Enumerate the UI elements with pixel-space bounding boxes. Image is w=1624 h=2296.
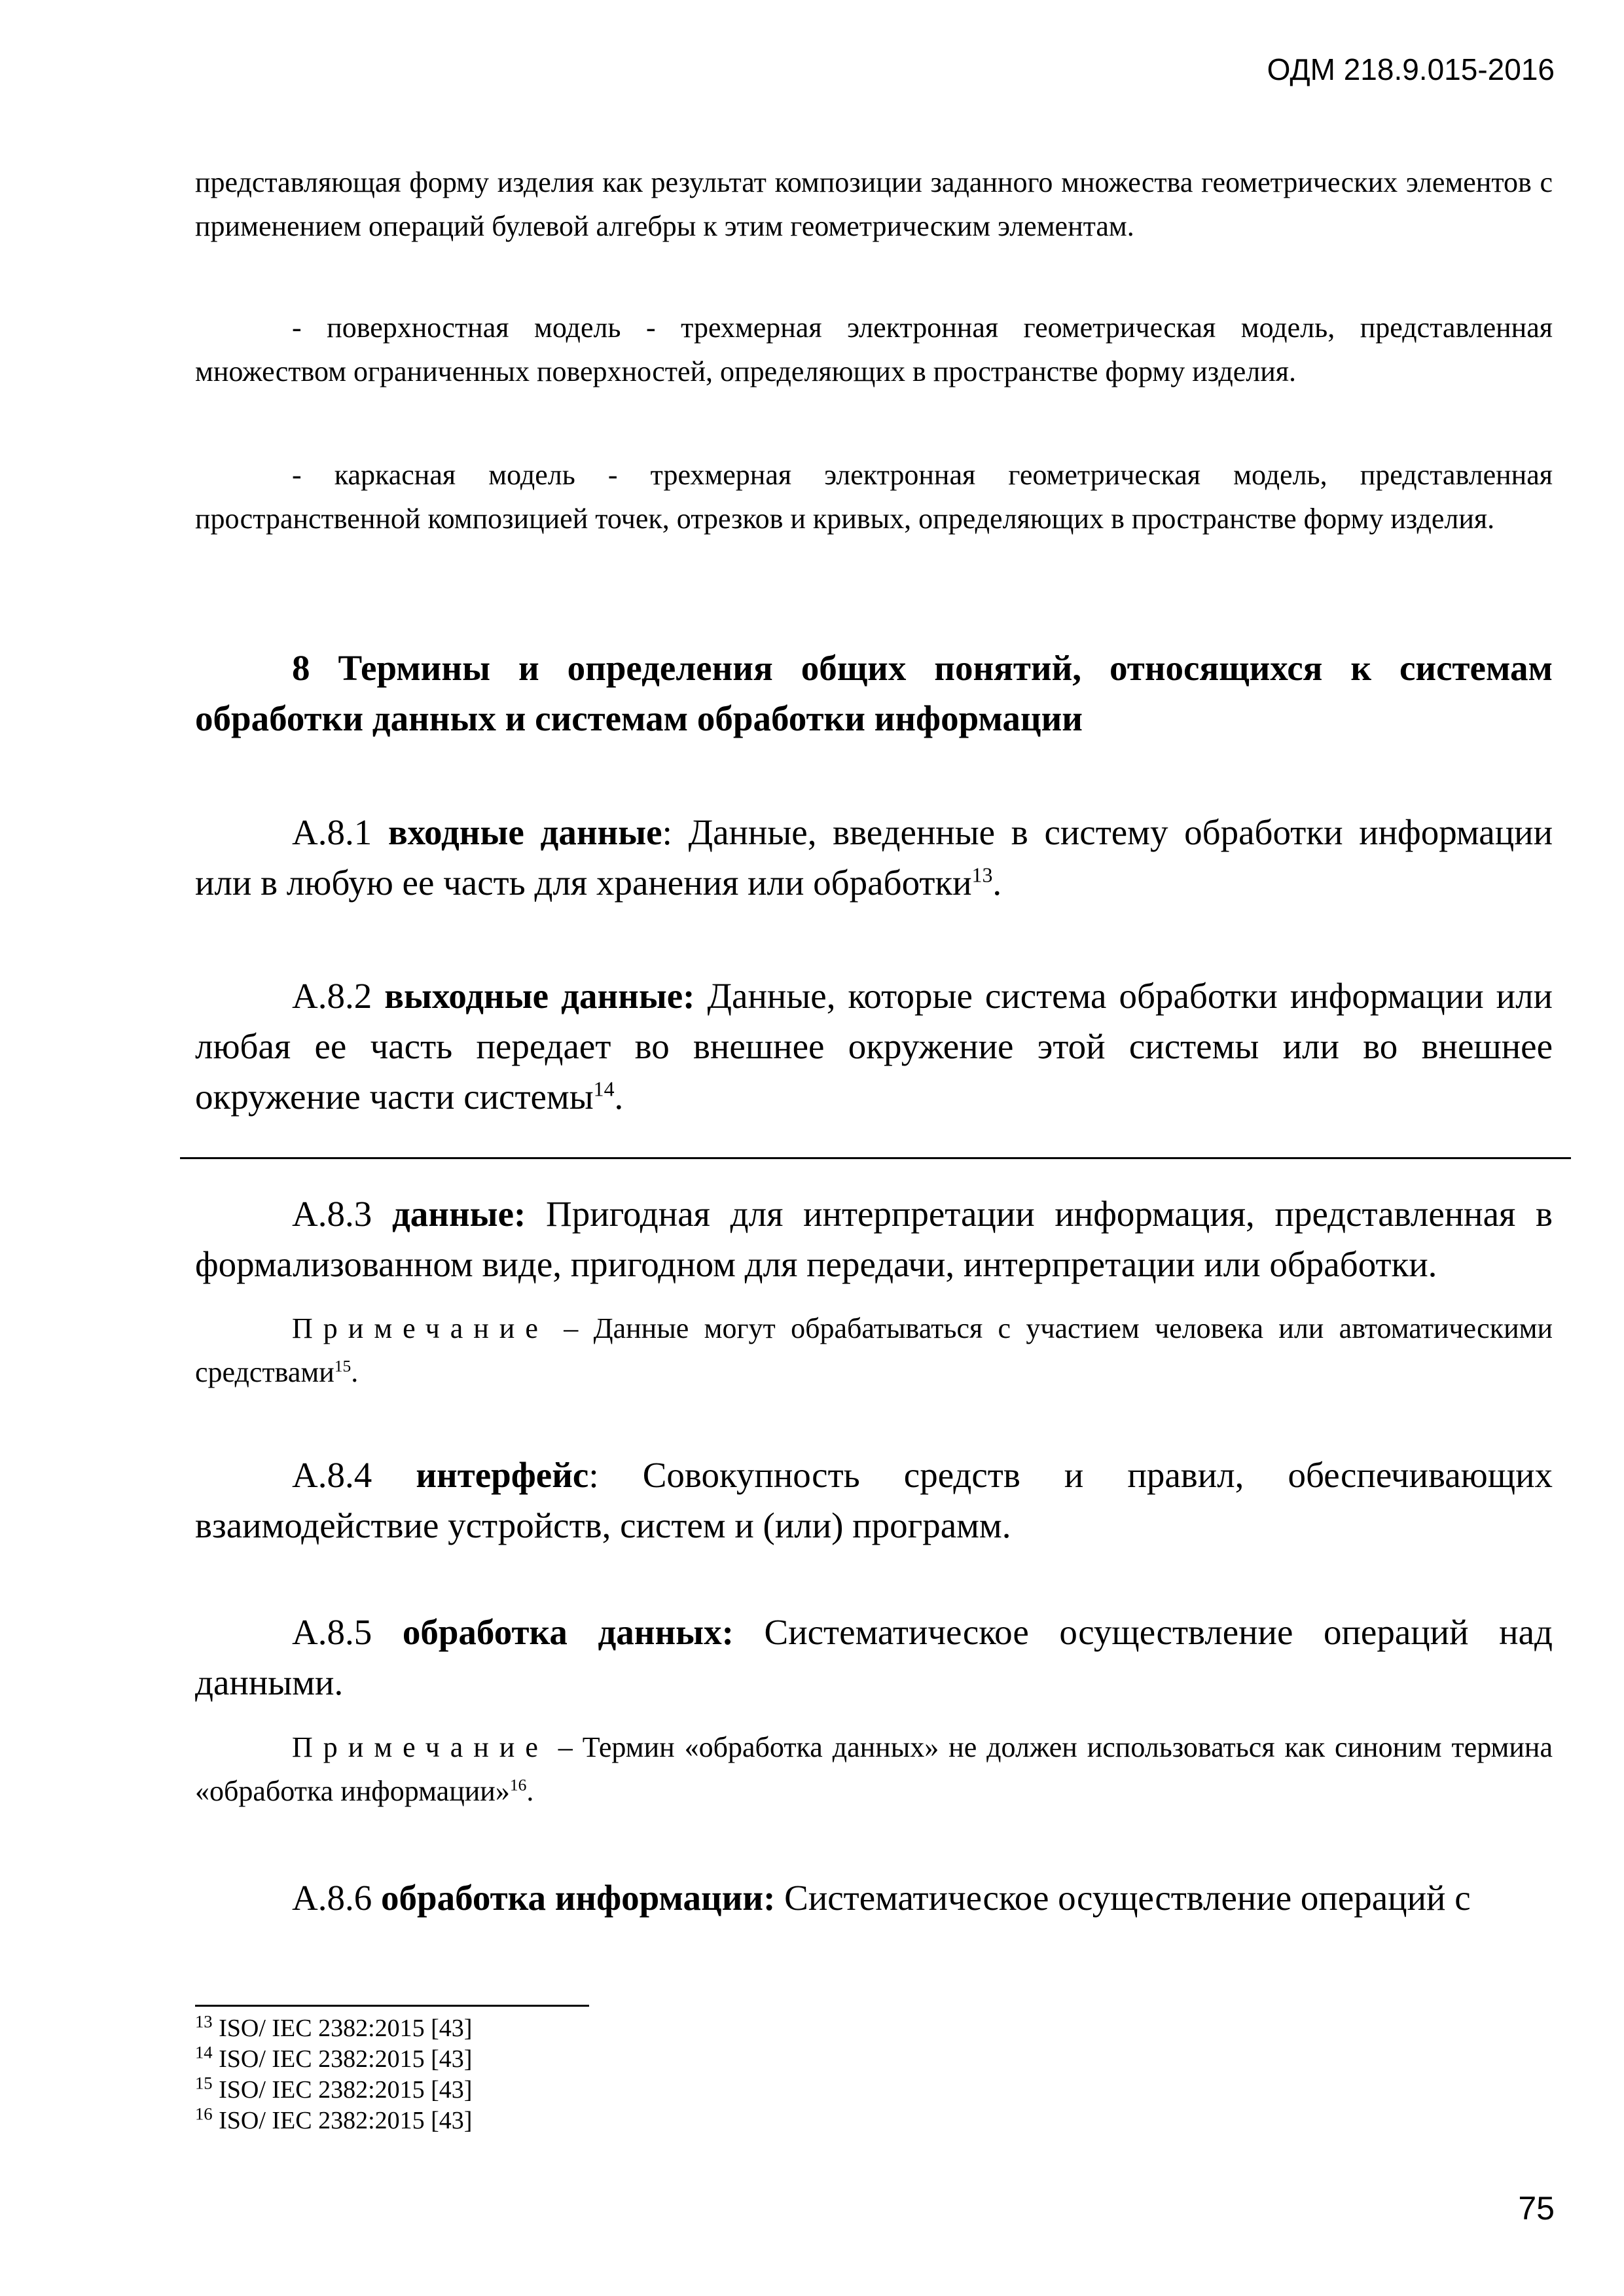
note-text: – Данные могут обрабатываться с участием человека или автоматическими средствами: [195, 1312, 1553, 1388]
term-number: А.8.3: [292, 1194, 372, 1234]
intro-fragment: представляющая форму изделия как результат композиции заданного множества геометрических элементов с применением операций булевой алгебры к этим геометрическим элементам.: [195, 166, 1553, 242]
term-number: А.8.6: [292, 1878, 372, 1918]
wireframe-model-definition: - каркасная модель - трехмерная электронная геометрическая модель, представленная пространственной композицией точек, отрезков и кривых, определяющих в пространстве форму изделия.: [195, 459, 1553, 535]
term-title: обработка данных:: [402, 1612, 734, 1652]
footnote-text: ISO/ IEC 2382:2015 [43]: [219, 2107, 473, 2134]
footnote-separator: [195, 2005, 589, 2007]
term-separator: :: [588, 1455, 599, 1495]
footnote-item: [195, 2013, 472, 2044]
term-title: входные данные: [388, 812, 662, 852]
term-separator: :: [662, 812, 672, 852]
term-definition: Систематическое осуществление операций с: [784, 1878, 1471, 1918]
surface-model-definition: - поверхностная модель - трехмерная электронная геометрическая модель, представленная множеством ограниченных поверхностей, определяющих в пространстве форму изделия.: [195, 312, 1553, 387]
footnote-ref: 16: [509, 1775, 527, 1795]
term-end: .: [992, 863, 1002, 903]
term-definition: Данные, введенные в систему обработки информации или в любую ее часть для хранения или обработки: [195, 812, 1553, 903]
term-end: .: [614, 1077, 624, 1117]
footnote-text: ISO/ IEC 2382:2015 [43]: [219, 2076, 473, 2104]
note-label: Примечание: [292, 1731, 549, 1763]
term-title: выходные данные:: [384, 976, 695, 1016]
note-a-8-3: [195, 1306, 1553, 1394]
term-title: интерфейс: [416, 1455, 589, 1495]
term-definition: Пригодная для интерпретации информация, представленная в формализованном виде, пригодном для передачи, интерпретации или обработки.: [195, 1194, 1553, 1284]
term-number: А.8.2: [292, 976, 372, 1016]
footnote-ref: 13: [971, 863, 993, 887]
footnote-text: ISO/ IEC 2382:2015 [43]: [219, 2045, 473, 2073]
term-a-8-2: [195, 971, 1553, 1122]
term-a-8-5: [195, 1607, 1553, 1708]
term-number: А.8.4: [292, 1455, 372, 1495]
footnote-number: 13: [195, 2011, 213, 2032]
footnote-number: 16: [195, 2104, 213, 2124]
term-a-8-4: [195, 1450, 1553, 1551]
footnote-item: [195, 2044, 472, 2075]
document-code: ОДМ 218.9.015-2016: [1267, 52, 1555, 86]
footnote-number: 15: [195, 2073, 213, 2093]
footnote-item: [195, 2106, 472, 2136]
footnote-ref: 15: [334, 1356, 352, 1376]
term-a-8-1: [195, 807, 1553, 908]
footnote-ref: 14: [593, 1077, 615, 1101]
note-text: – Термин «обработка данных» не должен использоваться как синоним термина «обработка информации»: [195, 1731, 1553, 1807]
horizontal-divider: [180, 1157, 1571, 1159]
term-number: А.8.1: [292, 812, 372, 852]
section-heading: 8 Термины и определения общих понятий, относящихся к системам обработки данных и системам обработки информации: [195, 648, 1553, 738]
term-definition: Данные, которые система обработки информации или любая ее часть передает во внешнее окружение этой системы или во внешнее окружение части системы: [195, 976, 1553, 1117]
term-a-8-3: [195, 1189, 1553, 1289]
term-title: обработка информации:: [380, 1878, 776, 1918]
note-label: Примечание: [292, 1312, 549, 1344]
footnote-text: ISO/ IEC 2382:2015 [43]: [219, 2015, 473, 2042]
footnote-item: [195, 2075, 472, 2106]
term-definition: Совокупность средств и правил, обеспечивающих взаимодействие устройств, систем и (или) программ.: [195, 1455, 1553, 1545]
note-end: .: [526, 1775, 534, 1807]
term-a-8-6: [195, 1873, 1553, 1923]
note-a-8-5: [195, 1725, 1553, 1813]
term-number: А.8.5: [292, 1612, 372, 1652]
footnote-number: 14: [195, 2042, 213, 2062]
term-definition: Систематическое осуществление операций над данными.: [195, 1612, 1553, 1702]
page-number: 75: [1518, 2190, 1555, 2227]
note-end: .: [351, 1356, 359, 1388]
footnotes: [195, 2013, 472, 2136]
term-title: данные:: [391, 1194, 526, 1234]
